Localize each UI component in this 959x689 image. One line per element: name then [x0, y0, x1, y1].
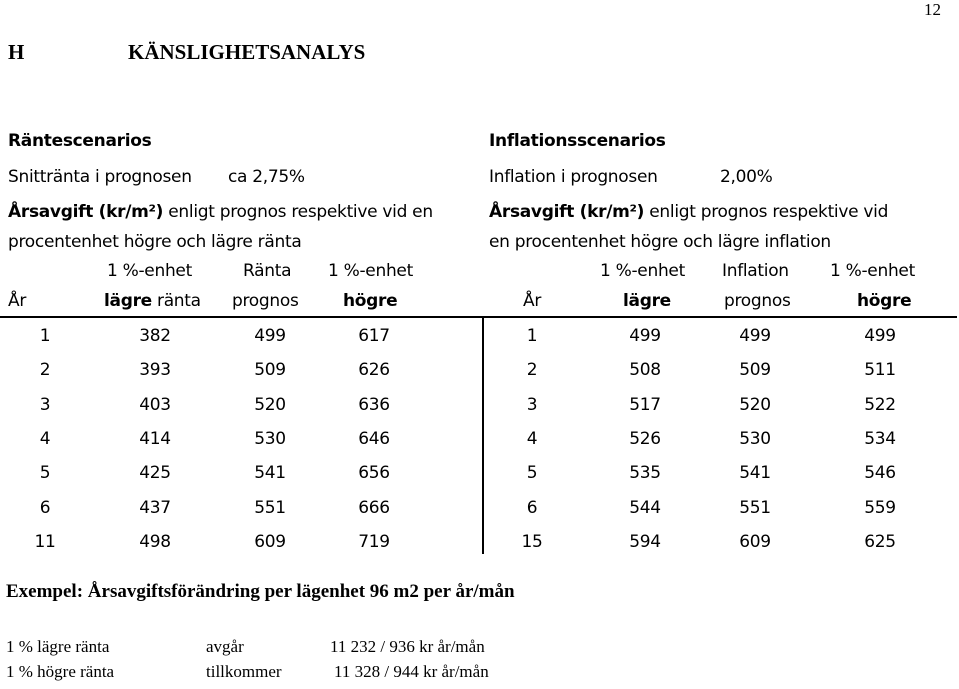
- page-number: 12: [924, 0, 941, 19]
- rate-year-cell: 4: [39, 429, 51, 449]
- inflation-low-cell: 508: [629, 360, 661, 380]
- inflation-low-cell: 544: [629, 498, 661, 518]
- section-letter: H: [8, 40, 25, 64]
- table-divider: [482, 316, 484, 554]
- rate-mid-cell: 541: [254, 463, 286, 483]
- inflation-desc-line1: [489, 197, 888, 227]
- rate-high-cell: 626: [358, 360, 390, 380]
- inflation-year-cell: 3: [526, 395, 538, 415]
- inflation-mid-cell: 509: [739, 360, 771, 380]
- inflation-high-cell: 511: [864, 360, 896, 380]
- inflation-mid-cell: 530: [739, 429, 771, 449]
- rate-col-year: År: [8, 291, 27, 311]
- rate-col-high-top: 1 %-enhet: [328, 261, 413, 281]
- rate-year-cell: 2: [39, 360, 51, 380]
- inflation-year-cell: 5: [526, 463, 538, 483]
- inflation-high-cell: 546: [864, 463, 896, 483]
- inflation-year-cell: 2: [526, 360, 538, 380]
- inflation-mid-cell: 499: [739, 326, 771, 346]
- example-line-label: 1 % lägre ränta: [6, 637, 110, 656]
- inflation-mid-cell: 520: [739, 395, 771, 415]
- rate-high-cell: 646: [358, 429, 390, 449]
- rate-col-low-top: 1 %-enhet: [107, 261, 192, 281]
- inflation-col-high: högre: [857, 291, 912, 311]
- rate-low-cell: 403: [139, 395, 171, 415]
- inflation-low-cell: 499: [629, 326, 661, 346]
- rate-heading: Räntescenarios: [8, 131, 152, 151]
- inflation-low-cell: 535: [629, 463, 661, 483]
- rate-mid-cell: 509: [254, 360, 286, 380]
- rate-low-cell: 382: [139, 326, 171, 346]
- inflation-avg-label: Inflation i prognosen: [489, 167, 658, 187]
- inflation-year-cell: 4: [526, 429, 538, 449]
- inflation-low-cell: 526: [629, 429, 661, 449]
- inflation-year-cell: 6: [526, 498, 538, 518]
- rate-year-cell: 5: [39, 463, 51, 483]
- inflation-low-cell: 594: [629, 532, 661, 552]
- inflation-low-cell: 517: [629, 395, 661, 415]
- rate-high-cell: 636: [358, 395, 390, 415]
- rate-col-low-rest: ränta: [157, 291, 201, 311]
- rate-col-high: högre: [343, 291, 398, 311]
- rate-year-cell: 6: [39, 498, 51, 518]
- inflation-desc-bold: Årsavgift (kr/m²): [489, 202, 645, 222]
- rate-col-low: [104, 286, 201, 316]
- rate-mid-cell: 551: [254, 498, 286, 518]
- rate-year-cell: 1: [39, 326, 51, 346]
- inflation-mid-cell: 551: [739, 498, 771, 518]
- rate-desc-rest: enligt prognos respektive vid en: [168, 202, 433, 222]
- inflation-mid-cell: 609: [739, 532, 771, 552]
- inflation-high-cell: 534: [864, 429, 896, 449]
- rate-mid-cell: 499: [254, 326, 286, 346]
- inflation-high-cell: 625: [864, 532, 896, 552]
- inflation-col-low: lägre: [623, 291, 671, 311]
- inflation-high-cell: 522: [864, 395, 896, 415]
- rate-low-cell: 393: [139, 360, 171, 380]
- rate-high-cell: 656: [358, 463, 390, 483]
- rate-year-cell: 11: [34, 532, 56, 552]
- inflation-year-cell: 1: [526, 326, 538, 346]
- rate-mid-cell: 530: [254, 429, 286, 449]
- example-line-label: 1 % högre ränta: [6, 662, 115, 681]
- inflation-col-high-top: 1 %-enhet: [830, 261, 915, 281]
- example-line-action: tillkommer: [206, 662, 282, 681]
- rate-col-mid: prognos: [232, 291, 299, 311]
- example-line-amount: 11 232 / 936 kr år/mån: [330, 637, 485, 656]
- inflation-heading: Inflationsscenarios: [489, 131, 666, 151]
- rate-desc-line1: [8, 197, 433, 227]
- rate-low-cell: 498: [139, 532, 171, 552]
- example-line-amount: 11 328 / 944 kr år/mån: [334, 662, 489, 681]
- example-title: Exempel: Årsavgiftsförändring per lägenhet 96 m2 per år/mån: [6, 581, 515, 602]
- inflation-mid-cell: 541: [739, 463, 771, 483]
- rate-high-cell: 719: [358, 532, 390, 552]
- inflation-desc-rest: enligt prognos respektive vid: [649, 202, 889, 222]
- rate-high-cell: 617: [358, 326, 390, 346]
- rate-col-mid-top: Ränta: [243, 261, 292, 281]
- rate-mid-cell: 520: [254, 395, 286, 415]
- inflation-col-mid-top: Inflation: [722, 261, 789, 281]
- rate-mid-cell: 609: [254, 532, 286, 552]
- inflation-col-mid: prognos: [724, 291, 791, 311]
- inflation-avg-value: 2,00%: [720, 167, 773, 187]
- rate-low-cell: 437: [139, 498, 171, 518]
- inflation-desc-line2: en procentenhet högre och lägre inflation: [489, 232, 831, 252]
- section-title: KÄNSLIGHETSANALYS: [128, 40, 366, 64]
- rate-low-cell: 414: [139, 429, 171, 449]
- inflation-col-year: År: [523, 291, 542, 311]
- inflation-high-cell: 559: [864, 498, 896, 518]
- rate-col-low-bold: lägre: [104, 291, 152, 311]
- rate-desc-line2: procentenhet högre och lägre ränta: [8, 232, 302, 252]
- example-line-action: avgår: [206, 637, 244, 656]
- inflation-year-cell: 15: [521, 532, 543, 552]
- inflation-high-cell: 499: [864, 326, 896, 346]
- inflation-col-low-top: 1 %-enhet: [600, 261, 685, 281]
- rate-year-cell: 3: [39, 395, 51, 415]
- rate-low-cell: 425: [139, 463, 171, 483]
- rate-avg-value: ca 2,75%: [228, 167, 305, 187]
- table-header-rule: [0, 316, 957, 318]
- rate-high-cell: 666: [358, 498, 390, 518]
- rate-desc-bold: Årsavgift (kr/m²): [8, 202, 164, 222]
- rate-avg-label: Snittränta i prognosen: [8, 167, 192, 187]
